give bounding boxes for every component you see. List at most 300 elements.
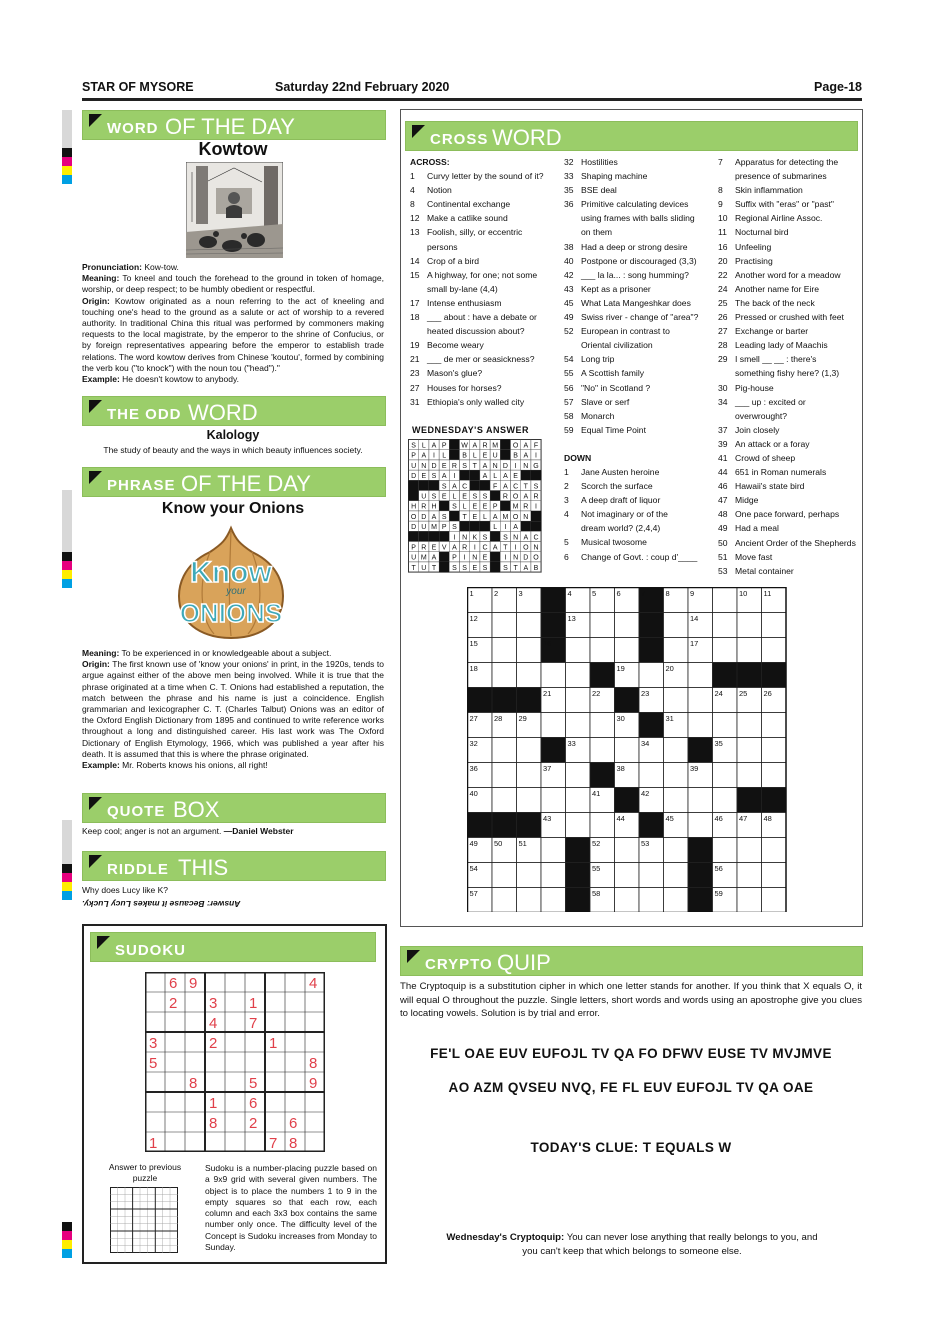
clue-text: Had a deep or strong desire xyxy=(581,241,688,252)
crossword-black-cell xyxy=(615,688,640,713)
answer-letter: E xyxy=(462,493,467,501)
clue-text: European in contrast to xyxy=(581,326,670,337)
answer-black-cell xyxy=(480,521,490,531)
clue-number-label: 10 xyxy=(739,589,748,598)
crossword-cell[interactable] xyxy=(590,713,615,738)
crossword-cell[interactable] xyxy=(566,688,591,713)
crossword-cell[interactable] xyxy=(664,888,689,913)
crossword-cell[interactable] xyxy=(737,888,762,913)
crossword-cell[interactable] xyxy=(492,613,517,638)
crossword-cell[interactable] xyxy=(762,613,787,638)
down-clue xyxy=(718,197,860,211)
across-clue xyxy=(410,282,558,296)
answer-letter: A xyxy=(513,524,518,532)
word-of-day-header xyxy=(82,110,386,140)
across-clue xyxy=(564,324,712,338)
answer-letter: R xyxy=(502,493,508,501)
crossword-cell[interactable] xyxy=(664,838,689,863)
answer-letter: E xyxy=(482,452,488,460)
crossword-grid[interactable] xyxy=(467,587,787,912)
quote xyxy=(82,826,384,837)
crossword-cell[interactable] xyxy=(615,613,640,638)
crossword-black-cell xyxy=(492,688,517,713)
clue-text: dream world? (2,4,4) xyxy=(581,523,661,534)
clue-number-label: 58 xyxy=(592,889,601,898)
cmyk-marks xyxy=(62,148,72,184)
clue-text: on them xyxy=(581,227,613,238)
clue-number-label: 8 xyxy=(665,589,670,598)
across-clue xyxy=(564,296,712,310)
crossword-cell[interactable] xyxy=(517,863,542,888)
crossword-cell[interactable] xyxy=(713,638,738,663)
answer-black-cell xyxy=(500,501,510,511)
answer-letter: T xyxy=(503,544,508,552)
answer-letter: V xyxy=(441,544,447,552)
answer-letter: U xyxy=(492,452,498,460)
crossword-cell[interactable] xyxy=(713,613,738,638)
answer-letter: N xyxy=(533,544,539,552)
answer-letter: S xyxy=(482,534,488,542)
across-clue xyxy=(410,169,558,183)
answer-letter: M xyxy=(492,442,499,450)
clue-number: 15 xyxy=(410,269,420,280)
crossword-cell[interactable] xyxy=(517,663,542,688)
answer-black-cell xyxy=(470,521,480,531)
crossword-cell[interactable] xyxy=(517,788,542,813)
answer-letter: L xyxy=(462,503,467,511)
answer-black-cell xyxy=(521,470,531,480)
answer-letter: A xyxy=(503,473,508,481)
crossword-header xyxy=(405,121,858,151)
crossword-cell[interactable] xyxy=(517,738,542,763)
clue-number xyxy=(564,521,581,535)
grey-registration-bar xyxy=(62,110,72,148)
crossword-cell[interactable] xyxy=(492,788,517,813)
clue-number xyxy=(564,211,581,225)
answer-black-cell xyxy=(490,562,500,572)
down-clue xyxy=(564,507,712,521)
sudoku-given: 6 xyxy=(289,1115,298,1132)
clue-number: 16 xyxy=(718,241,728,252)
clue-text: Notion xyxy=(427,185,452,196)
down-clue xyxy=(718,352,860,366)
crossword-cell[interactable] xyxy=(492,638,517,663)
clue-text: Join closely xyxy=(735,424,780,435)
crossword-cell[interactable] xyxy=(590,813,615,838)
crossword-black-cell xyxy=(688,838,713,863)
answer-letter: R xyxy=(523,503,529,511)
crossword-cell[interactable] xyxy=(639,663,664,688)
answer-letter: E xyxy=(482,503,488,511)
answer-letter: L xyxy=(452,493,457,501)
clue-number: 32 xyxy=(564,157,574,167)
clue-number: 18 xyxy=(410,312,420,323)
clue-number: 54 xyxy=(564,354,574,365)
crossword-cell[interactable] xyxy=(664,613,689,638)
crossword-cell[interactable] xyxy=(762,888,787,913)
crossword-cell[interactable] xyxy=(566,788,591,813)
page-number: Page-18 xyxy=(814,80,862,94)
answer-letter: T xyxy=(523,483,528,491)
crossword-cell[interactable] xyxy=(664,688,689,713)
answer-letter: E xyxy=(472,564,478,572)
sudoku-header xyxy=(90,932,376,962)
crossword-cell[interactable] xyxy=(615,638,640,663)
crossword-cell[interactable] xyxy=(492,663,517,688)
crossword-cell[interactable] xyxy=(541,863,566,888)
crossword-cell[interactable] xyxy=(517,638,542,663)
down-clue xyxy=(718,550,860,564)
down-clue xyxy=(718,465,860,479)
crossword-cell[interactable] xyxy=(762,838,787,863)
down-clue xyxy=(718,479,860,493)
crossword-cell[interactable] xyxy=(566,813,591,838)
clue-text: Jane Austen heroine xyxy=(581,466,660,477)
answer-letter: R xyxy=(421,503,427,511)
clue-number-label: 54 xyxy=(469,864,478,873)
meaning-label: Meaning: xyxy=(82,648,120,658)
clue-number: 12 xyxy=(410,213,420,224)
clue-number: 27 xyxy=(718,326,728,337)
riddle-question: Why does Lucy like K? xyxy=(82,885,168,895)
answer-letter: P xyxy=(452,554,457,562)
crossword-cell[interactable] xyxy=(541,888,566,913)
crossword-cell[interactable] xyxy=(713,713,738,738)
answer-letter: K xyxy=(472,534,478,542)
answer-letter: I xyxy=(473,544,476,552)
crossword-cell[interactable] xyxy=(541,663,566,688)
clue-number-label: 27 xyxy=(469,714,478,723)
answer-letter: P xyxy=(441,524,447,532)
header-small: PHRASE xyxy=(107,477,176,494)
crossword-cell[interactable] xyxy=(688,813,713,838)
crossword-cell[interactable] xyxy=(566,638,591,663)
answer-letter: A xyxy=(452,544,457,552)
down-clue xyxy=(718,493,860,507)
crossword-cell[interactable] xyxy=(566,763,591,788)
crossword-cell[interactable] xyxy=(688,713,713,738)
answer-letter: S xyxy=(533,483,539,491)
crossword-cell[interactable] xyxy=(492,888,517,913)
clue-number: 1 xyxy=(564,466,569,477)
crossword-cell[interactable] xyxy=(615,863,640,888)
crossword-cell[interactable] xyxy=(664,738,689,763)
crossword-black-cell xyxy=(566,838,591,863)
crossword-cell[interactable] xyxy=(492,763,517,788)
logo-word-your: your xyxy=(226,586,246,597)
sudoku-given: 8 xyxy=(309,1055,318,1072)
down-clue xyxy=(718,409,860,423)
crossword-cell[interactable] xyxy=(639,863,664,888)
answer-letter: U xyxy=(411,462,417,470)
answer-letter: A xyxy=(523,442,529,450)
crossword-cell[interactable] xyxy=(737,738,762,763)
clue-text: Equal Time Point xyxy=(581,424,646,435)
answer-black-cell xyxy=(531,511,541,521)
clue-number: 47 xyxy=(718,495,728,506)
clue-text: Kept as a prisoner xyxy=(581,283,651,294)
crossword-black-cell xyxy=(468,688,493,713)
crossword-black-cell xyxy=(541,588,566,613)
previous-answer-title: WEDNESDAY'S ANSWER xyxy=(412,425,529,435)
answer-letter: O xyxy=(512,493,519,501)
answer-black-cell xyxy=(439,531,449,541)
sudoku-given: 7 xyxy=(249,1015,258,1032)
crossword-cell[interactable] xyxy=(762,713,787,738)
clue-number-label: 40 xyxy=(469,789,478,798)
crossword-cell[interactable] xyxy=(664,788,689,813)
answer-letter: L xyxy=(483,513,487,521)
clue-number: 8 xyxy=(410,199,415,210)
crossword-black-cell xyxy=(615,788,640,813)
answer-letter: L xyxy=(472,452,477,460)
clue-number-label: 39 xyxy=(690,764,699,773)
down-clue xyxy=(718,254,860,268)
crossword-black-cell xyxy=(762,788,787,813)
meaning-text: To be experienced in or knowledgeable about a subject. xyxy=(121,648,332,658)
crossword-cell[interactable] xyxy=(664,638,689,663)
clue-number-label: 4 xyxy=(567,589,572,598)
crossword-cell[interactable] xyxy=(713,788,738,813)
answer-black-cell xyxy=(500,440,510,450)
crossword-cell[interactable] xyxy=(517,613,542,638)
crossword-cell[interactable] xyxy=(517,763,542,788)
clue-text: ___ la la... : song humming? xyxy=(581,269,689,280)
clue-number xyxy=(410,282,427,296)
answer-black-cell xyxy=(409,531,419,541)
crossword-cell[interactable] xyxy=(713,838,738,863)
crossword-cell[interactable] xyxy=(541,838,566,863)
crossword-black-cell xyxy=(541,613,566,638)
crossword-cell[interactable] xyxy=(713,588,738,613)
across-clue xyxy=(564,254,712,268)
previous-crossword-answer-grid xyxy=(408,439,542,573)
sudoku-given: 5 xyxy=(149,1055,158,1072)
down-clue xyxy=(718,211,860,225)
crossword-cell[interactable] xyxy=(590,738,615,763)
crossword-cell[interactable] xyxy=(737,638,762,663)
answer-black-cell xyxy=(531,470,541,480)
clue-text: What Lata Mangeshkar does xyxy=(581,297,691,308)
clue-text: Unfeeling xyxy=(735,241,772,252)
clue-text: BSE deal xyxy=(581,185,617,196)
header-big: THIS xyxy=(178,855,229,880)
corner-triangle-icon xyxy=(97,936,110,949)
answer-letter: N xyxy=(421,462,427,470)
clue-number-label: 1 xyxy=(469,589,474,598)
answer-letter: R xyxy=(482,442,488,450)
answer-letter: M xyxy=(420,554,427,562)
answer-black-cell xyxy=(429,480,439,490)
crossword-black-cell xyxy=(492,813,517,838)
answer-letter: S xyxy=(431,493,437,501)
clue-number-label: 2 xyxy=(494,589,499,598)
clue-number-label: 28 xyxy=(494,714,503,723)
quote-text: Keep cool; anger is not an argument. xyxy=(82,826,222,836)
crossword-cell[interactable] xyxy=(639,888,664,913)
crossword-cell[interactable] xyxy=(615,738,640,763)
corner-triangle-icon xyxy=(89,471,102,484)
clue-text: heated discussion about? xyxy=(427,326,525,337)
clue-number: 58 xyxy=(564,410,574,421)
clue-number: 33 xyxy=(564,171,574,182)
crossword-cell[interactable] xyxy=(737,713,762,738)
answer-letter: O xyxy=(512,442,519,450)
sudoku-given: 6 xyxy=(169,975,178,992)
answer-black-cell xyxy=(409,480,419,490)
answer-black-cell xyxy=(521,521,531,531)
clue-text: "No" in Scotland ? xyxy=(581,382,651,393)
answer-letter: C xyxy=(462,483,468,491)
crossword-cell[interactable] xyxy=(688,788,713,813)
clue-text: presence of submarines xyxy=(735,171,827,182)
crossword-cell[interactable] xyxy=(737,763,762,788)
clue-text: Postpone or discouraged (3,3) xyxy=(581,255,697,266)
clue-number-label: 44 xyxy=(616,814,625,823)
answer-black-cell xyxy=(470,470,480,480)
crossword-cell[interactable] xyxy=(566,663,591,688)
crossword-cell[interactable] xyxy=(615,888,640,913)
clue-text: Long trip xyxy=(581,354,615,365)
crossword-cell[interactable] xyxy=(762,638,787,663)
crossword-cell[interactable] xyxy=(664,863,689,888)
answer-letter: A xyxy=(492,544,498,552)
clue-number: 57 xyxy=(564,396,574,407)
across-clue xyxy=(410,211,558,225)
crossword-cell[interactable] xyxy=(492,738,517,763)
across-clue xyxy=(410,352,558,366)
crossword-cell[interactable] xyxy=(517,888,542,913)
clue-text: Intense enthusiasm xyxy=(427,297,502,308)
down-clue xyxy=(564,479,712,493)
sudoku-given: 9 xyxy=(189,975,198,992)
crossword-cell[interactable] xyxy=(762,863,787,888)
clue-number: 44 xyxy=(718,467,728,478)
answer-black-cell xyxy=(480,480,490,490)
answer-letter: N xyxy=(523,513,529,521)
answer-letter: R xyxy=(451,462,457,470)
clue-number: 53 xyxy=(718,565,728,576)
crossword-cell[interactable] xyxy=(590,638,615,663)
clue-number: 30 xyxy=(718,382,728,393)
across-clue xyxy=(564,155,712,169)
across-clue xyxy=(410,197,558,211)
answer-letter: I xyxy=(453,473,456,481)
clue-text: overwrought? xyxy=(735,410,788,421)
clue-text: Ethiopia's only walled city xyxy=(427,396,525,407)
cmyk-marks xyxy=(62,552,72,588)
crossword-cell[interactable] xyxy=(541,788,566,813)
down-clue xyxy=(718,310,860,324)
crossword-cell[interactable] xyxy=(688,688,713,713)
clue-number: 49 xyxy=(718,523,728,534)
clue-number-label: 51 xyxy=(518,839,527,848)
crossword-cell[interactable] xyxy=(590,613,615,638)
across-clue xyxy=(564,225,712,239)
cryptoquip-intro: The Cryptoquip is a substitution cipher in which one letter stands for another. If you think that X equals O, it will equal O throughout the puzzle. Single letters, short words and words using an apostrophe give you clues to locating vowels. Solution is by trial and error. xyxy=(400,981,862,1020)
clue-number: 10 xyxy=(718,213,728,224)
header-small: QUOTE xyxy=(107,803,166,820)
grey-registration-bar xyxy=(62,820,72,864)
cmyk-marks xyxy=(62,1222,72,1258)
clue-number-label: 41 xyxy=(592,789,601,798)
answer-letter: S xyxy=(462,462,467,470)
clue-text: I smell __ __ : there's xyxy=(735,354,817,365)
down-clue xyxy=(718,564,860,578)
across-clue xyxy=(564,381,712,395)
sudoku-grid[interactable] xyxy=(145,972,325,1152)
across-clues-col1 xyxy=(410,155,558,409)
down-clue xyxy=(718,155,860,169)
sudoku-given: 1 xyxy=(269,1035,278,1052)
down-clue xyxy=(718,395,860,409)
across-clue xyxy=(410,395,558,409)
clue-text: Had a meal xyxy=(735,523,779,534)
clue-text: ___ about : have a debate or xyxy=(427,312,537,323)
crossword-cell[interactable] xyxy=(615,838,640,863)
example-text: He doesn't kowtow to anybody. xyxy=(122,374,239,385)
crossword-cell[interactable] xyxy=(737,838,762,863)
cryptoquip-clue: TODAY'S CLUE: T EQUALS W xyxy=(530,1140,732,1155)
answer-letter: I xyxy=(463,554,466,562)
answer-letter: M xyxy=(431,524,437,532)
clue-text: An attack or a foray xyxy=(735,438,810,449)
down-clue xyxy=(718,507,860,521)
riddle-header xyxy=(82,851,386,881)
answer-letter: S xyxy=(411,442,416,450)
down-clue xyxy=(718,338,860,352)
clue-number: 19 xyxy=(410,340,420,351)
cryptoquip-previous xyxy=(440,1231,824,1259)
clue-text: Curvy letter by the sound of it? xyxy=(427,171,544,182)
down-clue xyxy=(718,268,860,282)
crossword-cell[interactable] xyxy=(762,738,787,763)
crossword-cell[interactable] xyxy=(762,763,787,788)
crossword-cell[interactable] xyxy=(639,763,664,788)
crossword-cell[interactable] xyxy=(664,763,689,788)
crossword-cell[interactable] xyxy=(713,763,738,788)
clue-number xyxy=(718,409,735,423)
clue-text: Change of Govt. : coup d'____ xyxy=(581,551,698,562)
crossword-cell[interactable] xyxy=(688,663,713,688)
clue-number-label: 31 xyxy=(665,714,674,723)
crossword-cell[interactable] xyxy=(737,863,762,888)
answer-letter: E xyxy=(482,554,488,562)
crossword-black-cell xyxy=(639,713,664,738)
clue-number: 4 xyxy=(564,509,569,520)
clue-number-label: 57 xyxy=(469,889,478,898)
answer-letter: B xyxy=(533,564,539,572)
answer-black-cell xyxy=(439,552,449,562)
clue-text: Skin inflammation xyxy=(735,185,803,196)
clue-number-label: 32 xyxy=(469,739,478,748)
crossword-cell[interactable] xyxy=(492,863,517,888)
answer-letter: O xyxy=(523,544,529,552)
cryptoquip-line-2: AO AZM QVSEU NVQ, FE FL EUV EUFOJL TV QA OAE xyxy=(448,1080,814,1095)
odd-word-header xyxy=(82,396,386,426)
answer-black-cell xyxy=(449,450,459,460)
clue-text: Practising xyxy=(735,255,773,266)
crossword-cell[interactable] xyxy=(541,713,566,738)
clue-number-label: 23 xyxy=(641,689,650,698)
sudoku-given: 1 xyxy=(209,1095,218,1112)
crossword-cell[interactable] xyxy=(737,613,762,638)
clue-number-label: 25 xyxy=(739,689,748,698)
crossword-cell[interactable] xyxy=(566,713,591,738)
clue-number: 51 xyxy=(718,551,728,562)
clue-number-label: 26 xyxy=(763,689,772,698)
clue-number: 35 xyxy=(564,185,574,196)
